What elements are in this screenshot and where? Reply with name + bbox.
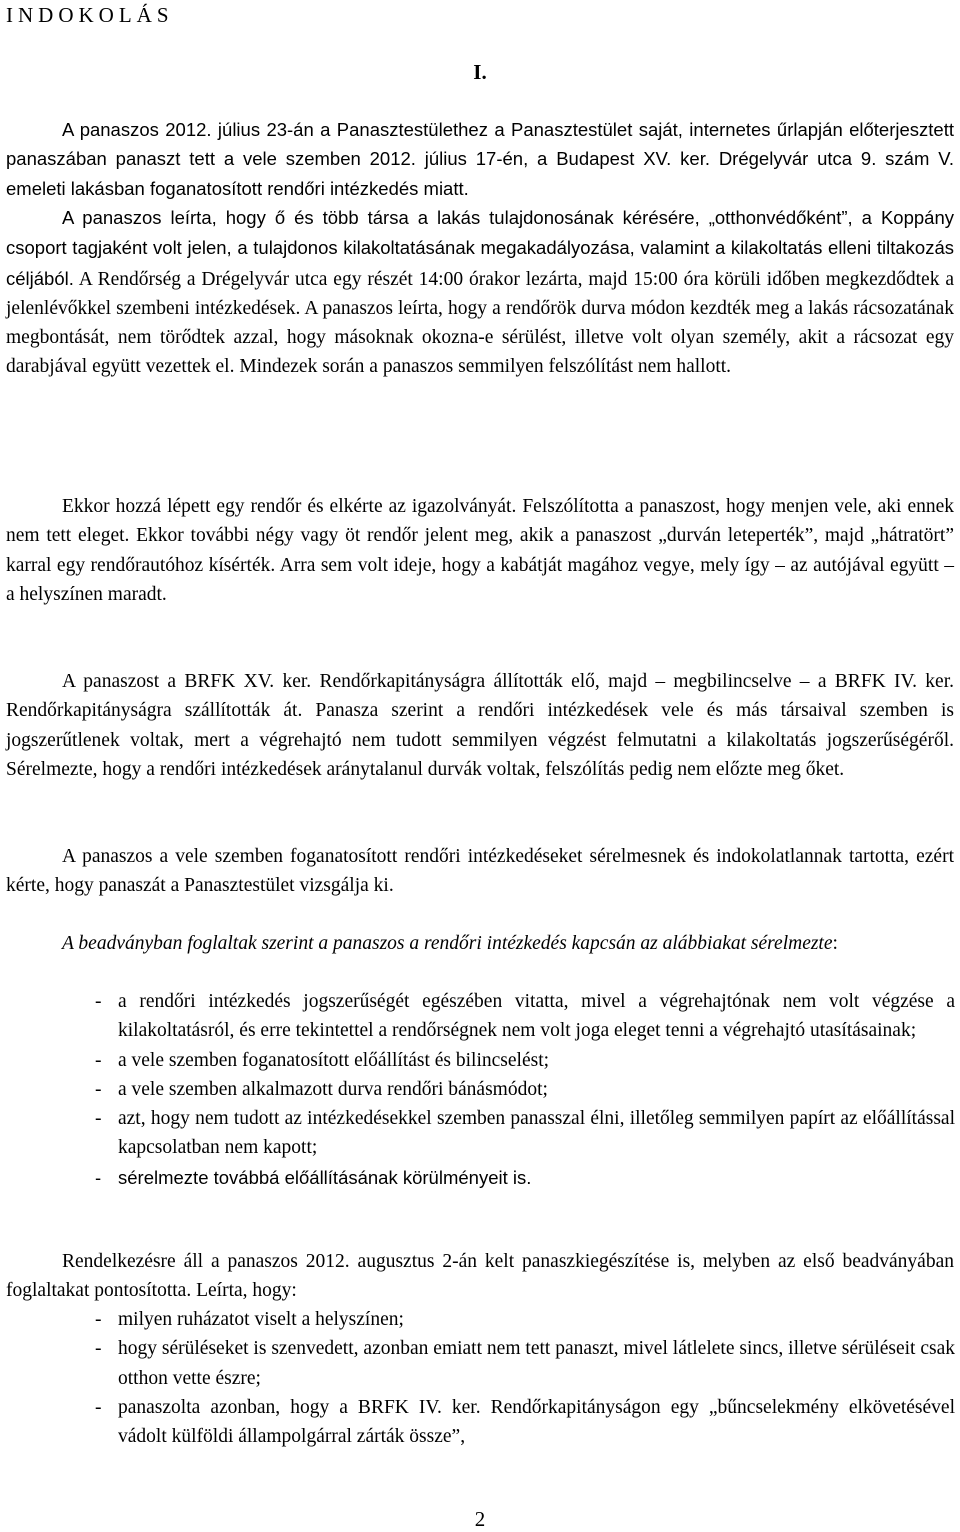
- paragraph-complaint-intro: A panaszos 2012. július 23-án a Panasztestülethez a Panasztestület saját, internetes űrlapján előterjesztett panaszában panaszt tett a vele szemben 2012. július 17-én, a Budapest XV. ker. Drégelyvár utca 9. szám V. emeleti lakásban foganatosított rendőri intézkedés miatt.: [6, 119, 954, 199]
- supplement-item: - milyen ruházatot viselt a helyszínen;: [95, 1305, 955, 1334]
- complaint-item: - sérelmezte továbbá előállításának körülményeit is.: [95, 1163, 955, 1192]
- supplement-list: [95, 1305, 955, 1451]
- paragraph-details-part3: A panaszos leírta, hogy a rendőrök durva módon kezdték meg a lakás rácsozatának megbontását, nem törődtek azzal, hogy másoknak okozna-e sérülést, illetve volt olyan személy, akit a rácsozat egy darabjával együtt vezettek el. Mindezek során a panaszos semmilyen felszólítást nem hallott.: [6, 297, 954, 378]
- paragraph-supplement: Rendelkezésre áll a panaszos 2012. augusztus 2-án kelt panaszkiegészítése is, melyben az első beadványában foglaltakat pontosította. Leírta, hogy:: [6, 1251, 954, 1302]
- complaint-item: - a rendőri intézkedés jogszerűségét egészében vitatta, mivel a végrehajtónak nem volt végzése a kilakoltatásról, és erre tekintettel a rendőrségnek nem volt joga eleget tenni a végrehajtó utasításainak;: [95, 987, 955, 1046]
- document-heading: INDOKOLÁS: [6, 3, 174, 27]
- supplement-item: - panaszolta azonban, hogy a BRFK IV. ker. Rendőrkapitányságon egy „bűncselekmény elkövetésével vádolt külföldi állampolgárral zárták össze”,: [95, 1393, 955, 1452]
- complaints-intro-colon: :: [832, 933, 838, 954]
- paragraph-request: A panaszos a vele szemben foganatosított rendőri intézkedéseket sérelmesnek és indokolatlannak tartotta, ezért kérte, hogy panaszát a Panasztestület vizsgálja ki.: [6, 846, 954, 897]
- complaints-intro-italic: A beadványban foglaltak szerint a panaszos a rendőri intézkedés kapcsán az alábbiakat sérelmezte: [62, 933, 833, 954]
- complaint-item: - a vele szemben foganatosított előállítást és bilincselést;: [95, 1046, 955, 1075]
- paragraph-arrest: Ekkor hozzá lépett egy rendőr és elkérte az igazolványát. Felszólította a panaszost, hogy menjen vele, aki ennek nem tett eleget. Ekkor további négy vagy öt rendőr jelent meg, akik a panaszost „durván leteperték”, majd „hátratört” karral egy rendőrautóhoz kísérték. Arra sem volt ideje, hogy a kabátját magához vegye, mely így – az autójával együtt – a helyszínen maradt.: [6, 496, 954, 605]
- paragraph-complaint-details: [6, 203, 954, 382]
- paragraph-transport: A panaszost a BRFK XV. ker. Rendőrkapitányságra állították elő, majd – megbilincselve – a BRFK IV. ker. Rendőrkapitányságra szállították át. Panasza szerint a rendőri intézkedések vele és más társaival szemben is jogszerűtlenek voltak, mert a végrehajtó nem tudott semmilyen végzést felmutatni a kilakoltatás jogszerűségéről. Sérelmezte, hogy a rendőri intézkedések aránytalanul durvák voltak, felszólítás pedig nem előzte meg őket.: [6, 671, 954, 780]
- page-number: 2: [474, 1507, 486, 1531]
- complaint-item: - a vele szemben alkalmazott durva rendőri bánásmódot;: [95, 1075, 955, 1104]
- complaint-item: - azt, hogy nem tudott az intézkedésekkel szemben panasszal élni, illetőleg semmilyen papírt az előállítással kapcsolatban nem kapott;: [95, 1104, 955, 1163]
- supplement-item: - hogy sérüléseket is szenvedett, azonban emiatt nem tett panaszt, mivel látlelete sincs, illetve sérüléseit csak otthon vette észre;: [95, 1334, 955, 1393]
- paragraph-complaints-intro: [6, 929, 954, 958]
- section-number: [0, 60, 960, 85]
- paragraph-details-part2: A Rendőrség a Drégelyvár utca egy részét 14:00 órakor lezárta, majd 15:00 óra körüli időben megkezdődtek a jelenlévőkkel szembeni intézkedések.: [6, 268, 954, 319]
- section-number-text: I.: [473, 60, 487, 84]
- paragraph-details-part1: A panaszos leírta, hogy ő és több társa a lakás tulajdonosának kérésére, „otthonvédőként”, a Koppány csoport tagjaként volt jelen, a tulajdonos kilakoltatásának megakadályozása, valamint a kilakoltatás elleni tiltakozás céljából.: [6, 207, 954, 289]
- complaints-list: [95, 987, 955, 1192]
